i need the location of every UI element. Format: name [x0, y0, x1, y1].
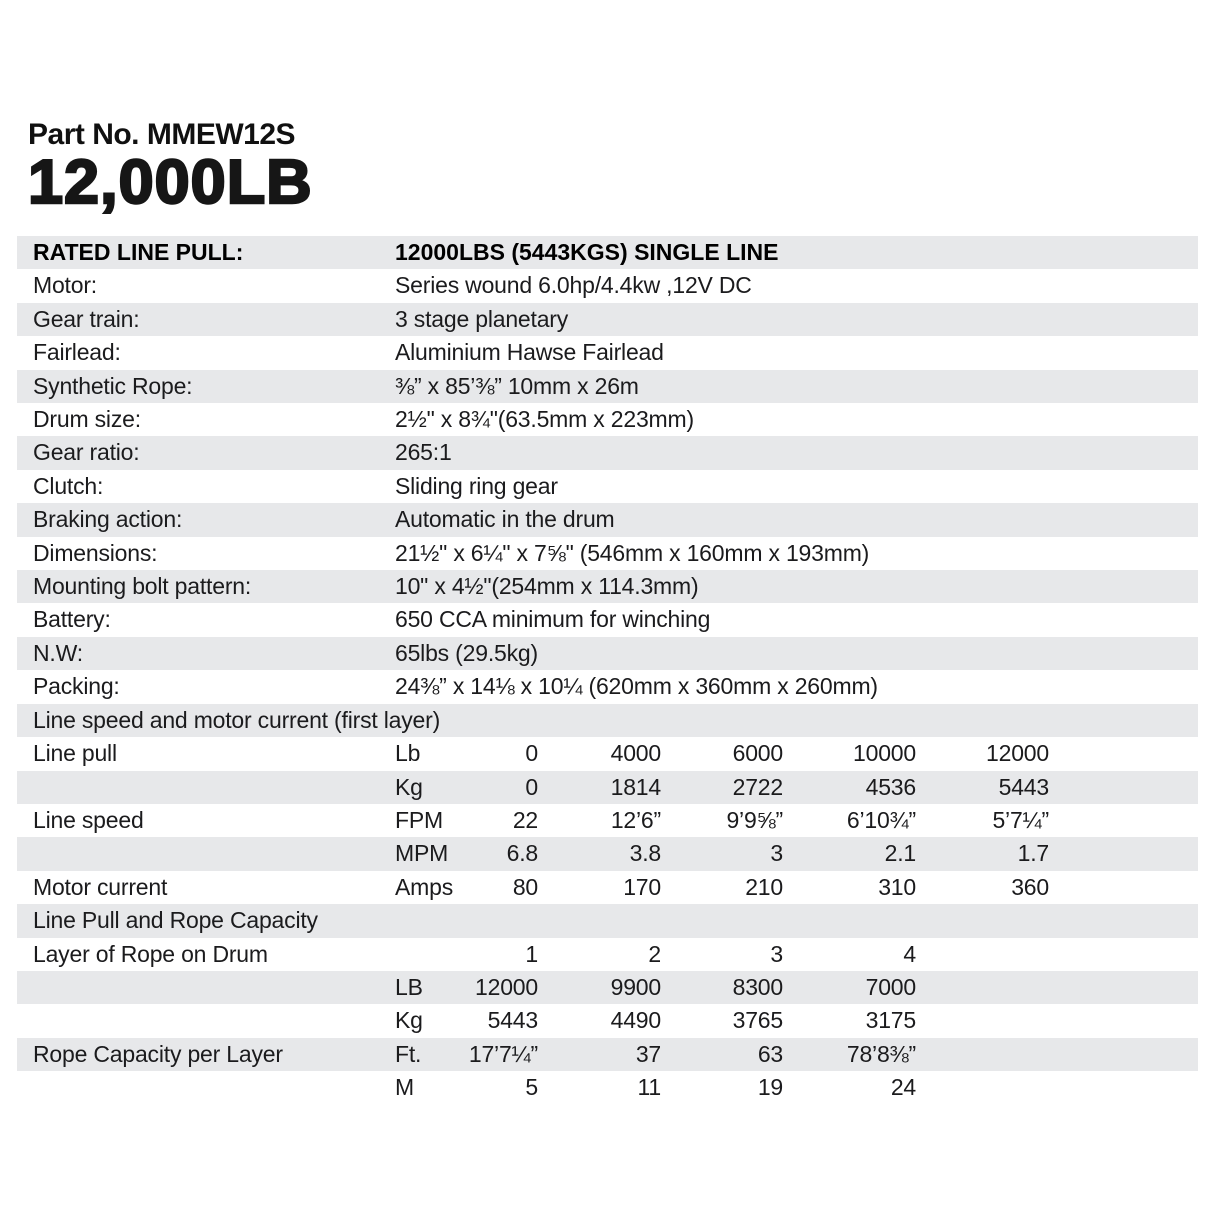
spec-row: [17, 570, 1198, 603]
spec-label: Fairlead:: [33, 339, 121, 366]
value-cell: 5443: [998, 773, 1049, 800]
unit-cell: FPM: [395, 806, 443, 833]
spec-label: Braking action:: [33, 506, 183, 533]
data-row: [17, 837, 1198, 870]
data-row: [17, 938, 1198, 971]
value-cell: 2: [648, 940, 661, 967]
section-title: Line speed and motor current (first layer): [33, 706, 441, 733]
spec-value: 21½" x 6¼" x 7⅝" (546mm x 160mm x 193mm): [395, 539, 870, 566]
spec-row: [17, 670, 1198, 703]
value-cell: 9’9⅝”: [726, 806, 783, 833]
value-cell: 3765: [732, 1007, 783, 1034]
spec-row: [17, 336, 1198, 369]
unit-cell: Lb: [395, 740, 421, 767]
spec-label: Gear ratio:: [33, 439, 140, 466]
header: [28, 118, 313, 217]
spec-value: Series wound 6.0hp/4.4kw ,12V DC: [395, 272, 752, 299]
unit-cell: LB: [395, 973, 423, 1000]
value-cell: 12’6”: [610, 806, 661, 833]
spec-row: [17, 303, 1198, 336]
data-row-label: Layer of Rope on Drum: [33, 940, 268, 967]
value-cell: 63: [757, 1040, 783, 1067]
spec-value: 3 stage planetary: [395, 305, 569, 332]
spec-label: N.W:: [33, 639, 83, 666]
value-cell: 11: [637, 1074, 661, 1101]
spec-value: 650 CCA minimum for winching: [395, 606, 711, 633]
model-title: 12,000LB: [28, 148, 313, 217]
part-number: Part No. MMEW12S: [28, 118, 296, 151]
data-row: [17, 1004, 1198, 1037]
value-cell: 37: [635, 1040, 661, 1067]
value-cell: 2.1: [884, 840, 916, 867]
spec-row: [17, 637, 1198, 670]
spec-value: 265:1: [395, 439, 452, 466]
data-row: [17, 971, 1198, 1004]
unit-cell: M: [395, 1074, 414, 1101]
spec-label: Gear train:: [33, 305, 140, 332]
value-cell: 3: [770, 940, 783, 967]
value-cell: 6’10¾”: [846, 806, 916, 833]
data-row: [17, 1038, 1198, 1071]
value-cell: 3.8: [629, 840, 661, 867]
unit-cell: Ft.: [395, 1040, 422, 1067]
value-cell: 9900: [610, 973, 661, 1000]
spec-value: Aluminium Hawse Fairlead: [395, 339, 664, 366]
section-header: [17, 904, 1198, 937]
spec-label: RATED LINE PULL:: [33, 239, 244, 265]
value-cell: 6000: [732, 740, 783, 767]
value-cell: 1.7: [1017, 840, 1049, 867]
value-cell: 4: [903, 940, 916, 967]
value-cell: 210: [745, 873, 783, 900]
value-cell: 80: [512, 873, 538, 900]
spec-value: Sliding ring gear: [395, 472, 558, 499]
spec-value: 2½" x 8¾"(63.5mm x 223mm): [395, 406, 694, 433]
spec-value: Automatic in the drum: [395, 506, 615, 533]
spec-table: [17, 236, 1198, 1105]
value-cell: 1814: [610, 773, 661, 800]
value-cell: 4536: [865, 773, 916, 800]
value-cell: 3: [770, 840, 783, 867]
spec-row: [17, 403, 1198, 436]
unit-cell: Amps: [395, 873, 453, 900]
value-cell: 78’8⅜”: [846, 1040, 916, 1067]
value-cell: 12000: [986, 740, 1049, 767]
spec-row: [17, 436, 1198, 469]
spec-row: [17, 470, 1198, 503]
value-cell: 22: [512, 806, 538, 833]
value-cell: 10000: [853, 740, 916, 767]
data-row: [17, 804, 1198, 837]
section-title: Line Pull and Rope Capacity: [33, 907, 318, 934]
value-cell: 6.8: [506, 840, 538, 867]
spec-value: 10" x 4½"(254mm x 114.3mm): [395, 573, 699, 600]
spec-row: [17, 236, 1198, 269]
spec-value: 24⅜” x 14⅛ x 10¼ (620mm x 360mm x 260mm): [395, 673, 878, 700]
spec-value: 65lbs (29.5kg): [395, 639, 538, 666]
data-row: [17, 771, 1198, 804]
value-cell: 19: [757, 1074, 783, 1101]
value-cell: 310: [878, 873, 916, 900]
spec-row: [17, 503, 1198, 536]
spec-row: [17, 603, 1198, 636]
data-row-label: Line pull: [33, 740, 117, 767]
data-row: [17, 737, 1198, 770]
data-row: [17, 871, 1198, 904]
unit-cell: MPM: [395, 840, 449, 867]
value-cell: 17’7¼”: [468, 1040, 538, 1067]
value-cell: 1: [525, 940, 538, 967]
value-cell: 24: [890, 1074, 916, 1101]
spec-label: Dimensions:: [33, 539, 158, 566]
value-cell: 12000: [475, 973, 538, 1000]
spec-value: ⅜” x 85’⅜” 10mm x 26m: [395, 372, 639, 399]
data-row-label: Rope Capacity per Layer: [33, 1040, 283, 1067]
value-cell: 8300: [732, 973, 783, 1000]
spec-label: Synthetic Rope:: [33, 372, 193, 399]
spec-row: [17, 537, 1198, 570]
spec-row: [17, 269, 1198, 302]
data-row-label: Motor current: [33, 873, 168, 900]
spec-value: 12000LBS (5443KGS) SINGLE LINE: [395, 239, 779, 265]
value-cell: 4490: [610, 1007, 661, 1034]
value-cell: 2722: [732, 773, 783, 800]
value-cell: 5: [525, 1074, 538, 1101]
value-cell: 170: [623, 873, 661, 900]
spec-label: Battery:: [33, 606, 111, 633]
value-cell: 7000: [865, 973, 916, 1000]
section-header: [17, 704, 1198, 737]
value-cell: 0: [525, 740, 538, 767]
value-cell: 5’7¼”: [992, 806, 1049, 833]
unit-cell: Kg: [395, 773, 423, 800]
value-cell: 360: [1011, 873, 1049, 900]
spec-label: Drum size:: [33, 406, 141, 433]
spec-label: Packing:: [33, 673, 120, 700]
value-cell: 4000: [610, 740, 661, 767]
spec-label: Motor:: [33, 272, 97, 299]
spec-label: Mounting bolt pattern:: [33, 573, 252, 600]
value-cell: 0: [525, 773, 538, 800]
spec-row: [17, 370, 1198, 403]
data-row: [17, 1071, 1198, 1104]
unit-cell: Kg: [395, 1007, 423, 1034]
spec-label: Clutch:: [33, 472, 104, 499]
data-row-label: Line speed: [33, 806, 144, 833]
value-cell: 5443: [487, 1007, 538, 1034]
value-cell: 3175: [865, 1007, 916, 1034]
